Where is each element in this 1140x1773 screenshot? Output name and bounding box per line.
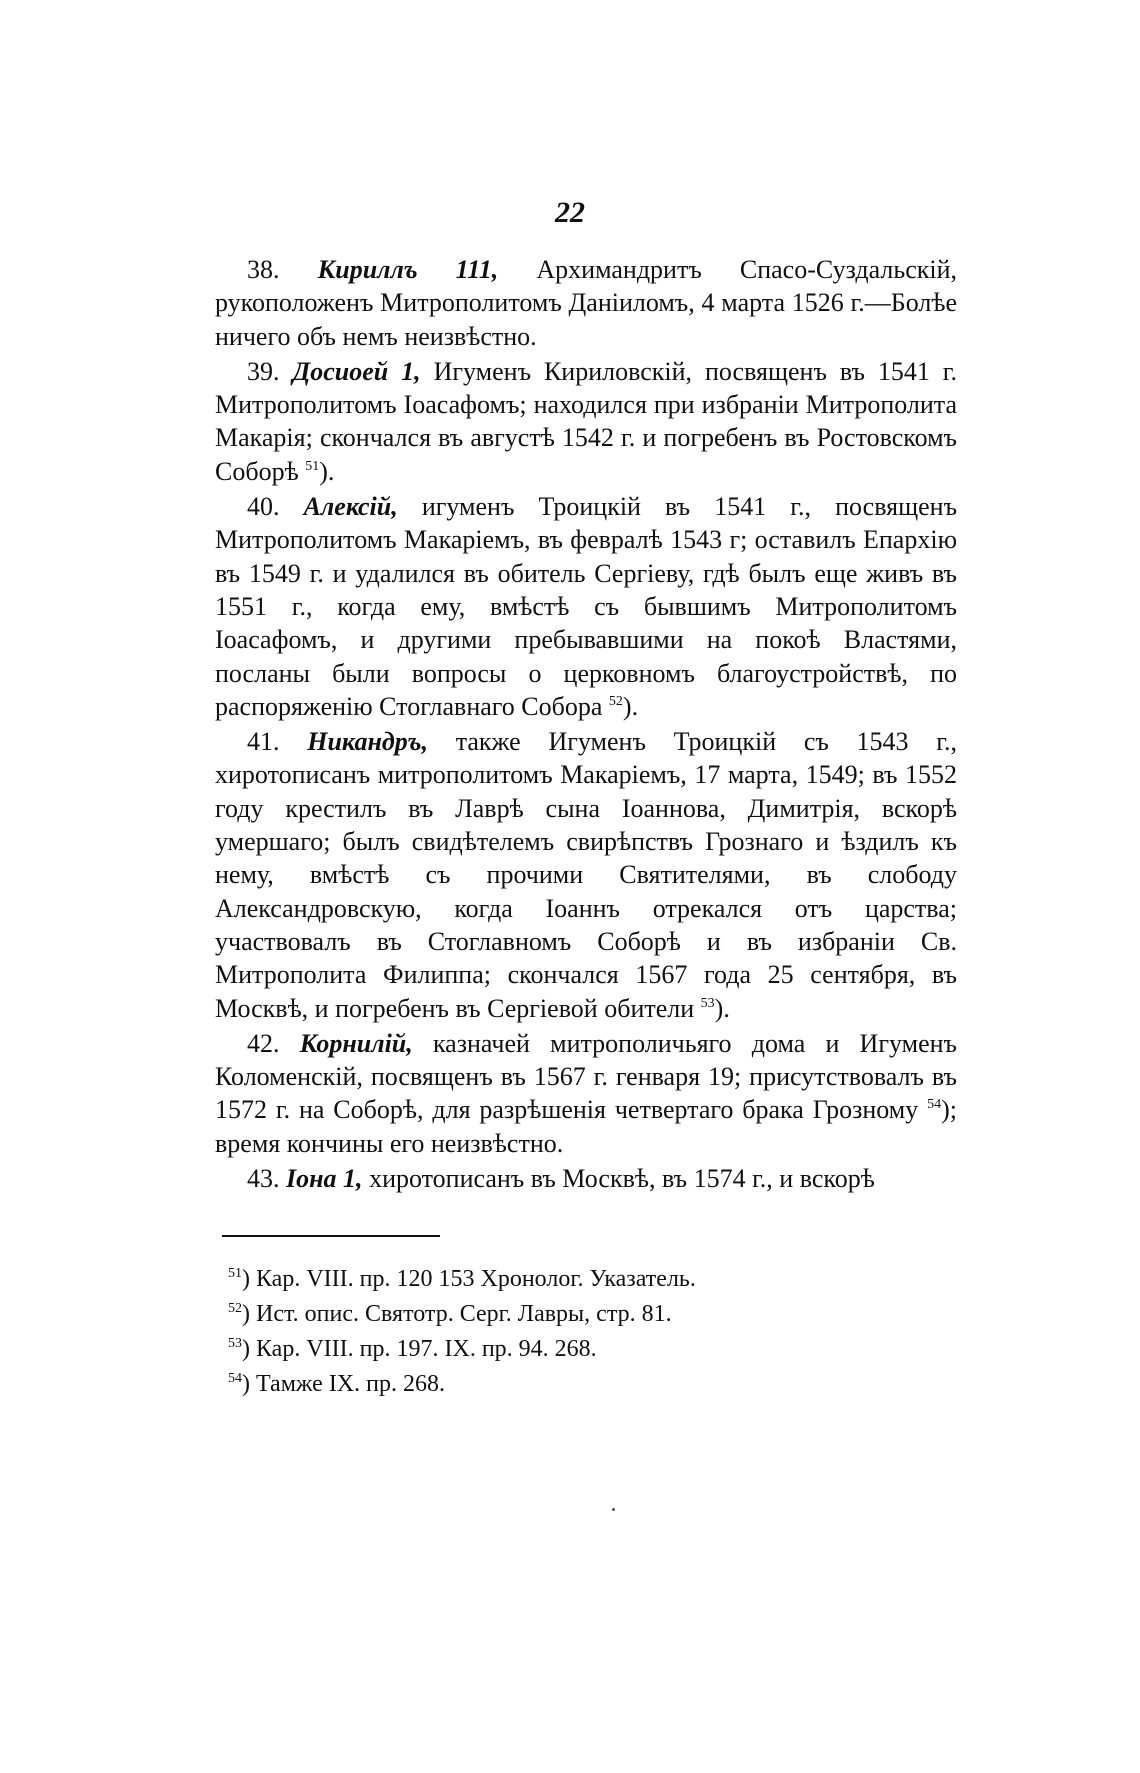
footnote-ref: 51: [305, 458, 320, 474]
entry-number: 43.: [247, 1164, 280, 1194]
entry-tail: ); время кончины его неизвѣстно.: [215, 1095, 957, 1158]
entry-text: также Игуменъ Троицкій съ 1543 г., хиротописанъ митрополитомъ Макаріемъ, 17 марта, 1549; въ 1552 году крестилъ въ Лаврѣ сына Іоаннова, Димитрія, вскорѣ умершаго; былъ свидѣтелемъ свирѣпствъ Грознаго и ѣздилъ къ нему, вмѣстѣ съ прочими Святителями, въ слободу Александровскую, когда Іоаннъ отрекался отъ царства; участвовалъ въ Стоглавномъ Соборѣ и въ избраніи Св. Митрополита Филиппа; скончался 1567 года 25 сентября, въ Москвѣ, и погребенъ въ Сергіевой обители: [215, 727, 958, 1023]
entry-tail: ).: [319, 456, 335, 486]
entry-43: [215, 1162, 957, 1195]
footnote-mark: 52: [228, 1301, 242, 1316]
entry-number: 39.: [247, 356, 280, 386]
entry-text: Архимандритъ Спасо-Суздальскій, рукоположенъ Митрополитомъ Даніиломъ, 4 марта 1526 г.—Болѣе ничего объ немъ неизвѣстно.: [215, 255, 958, 351]
entry-39: [215, 355, 957, 488]
footnote-53: [228, 1332, 928, 1367]
entry-number: 38.: [247, 255, 280, 284]
entry-name: Досиоей 1,: [292, 356, 421, 386]
footnote-mark: 51: [228, 1266, 242, 1281]
entry-42: [215, 1027, 957, 1160]
footnote-text: ) Кар. VIII. пр. 197. IX. пр. 94. 268.: [242, 1336, 597, 1362]
footnote-mark: 53: [228, 1336, 242, 1351]
entry-tail: ).: [714, 993, 730, 1023]
entry-name: Корнилій,: [299, 1028, 413, 1058]
main-text: [215, 253, 957, 1195]
footnotes: [228, 1262, 928, 1402]
entry-41: [215, 725, 957, 1025]
entry-text: казначей митрополичьяго дома и Игуменъ Коломенскій, посвященъ въ 1567 г. генваря 19; присутствовалъ въ 1572 г. на Соборѣ, для разрѣшенія четвертаго брака Грозному: [215, 1028, 957, 1125]
entry-text: игуменъ Троицкій въ 1541 г., посвященъ Митрополитомъ Макаріемъ, въ февралѣ 1543 г; оставилъ Епархію въ 1549 г. и удалился въ обитель Сергіеву, гдѣ былъ еще живъ въ 1551 г., когда ему, вмѣстѣ съ бывшимъ Митрополитомъ Іоасафомъ, и другими пребывавшими на покоѣ Властями, посланы были вопросы о церковномъ благоустройствѣ, по распоряженію Стоглавнаго Собора: [215, 492, 958, 721]
footnote-52: [228, 1297, 928, 1332]
entry-text: хиротописанъ въ Москвѣ, въ 1574 г., и вскорѣ: [362, 1164, 875, 1194]
page-number: 22: [555, 196, 585, 229]
entry-38: [215, 253, 957, 353]
entry-name: Іона 1,: [286, 1164, 363, 1194]
footnote-text: ) Ист. опис. Святотр. Серг. Лавры, стр. 81.: [242, 1301, 672, 1327]
footnote-ref: 52: [608, 693, 623, 709]
footnote-ref: 54: [927, 1097, 942, 1113]
footnote-ref: 53: [700, 995, 715, 1011]
footnote-text: ) Тамже IX. пр. 268.: [242, 1371, 445, 1397]
entry-40: [215, 490, 957, 723]
entry-tail: ).: [622, 691, 639, 721]
entry-name: Кириллъ 111,: [317, 255, 499, 284]
entry-number: 40.: [247, 492, 280, 522]
footnote-divider: [222, 1235, 440, 1237]
paper-speck: [612, 1508, 615, 1511]
entry-text: Игуменъ Кириловскій, посвященъ въ 1541 г. Митрополитомъ Іоасафомъ; находился при избраніи Митрополита Макарія; скончался въ августѣ 1542 г. и погребенъ въ Ростовскомъ Соборѣ: [215, 356, 957, 486]
entry-name: Никандръ,: [307, 727, 428, 757]
footnote-text: ) Кар. VIII. пр. 120 153 Хронолог. Указатель.: [242, 1266, 696, 1292]
entry-name: Алексій,: [303, 492, 398, 522]
footnote-51: [228, 1262, 928, 1297]
footnote-54: [228, 1367, 928, 1402]
footnote-mark: 54: [228, 1371, 242, 1386]
entry-number: 41.: [247, 727, 280, 757]
entry-number: 42.: [247, 1028, 280, 1058]
